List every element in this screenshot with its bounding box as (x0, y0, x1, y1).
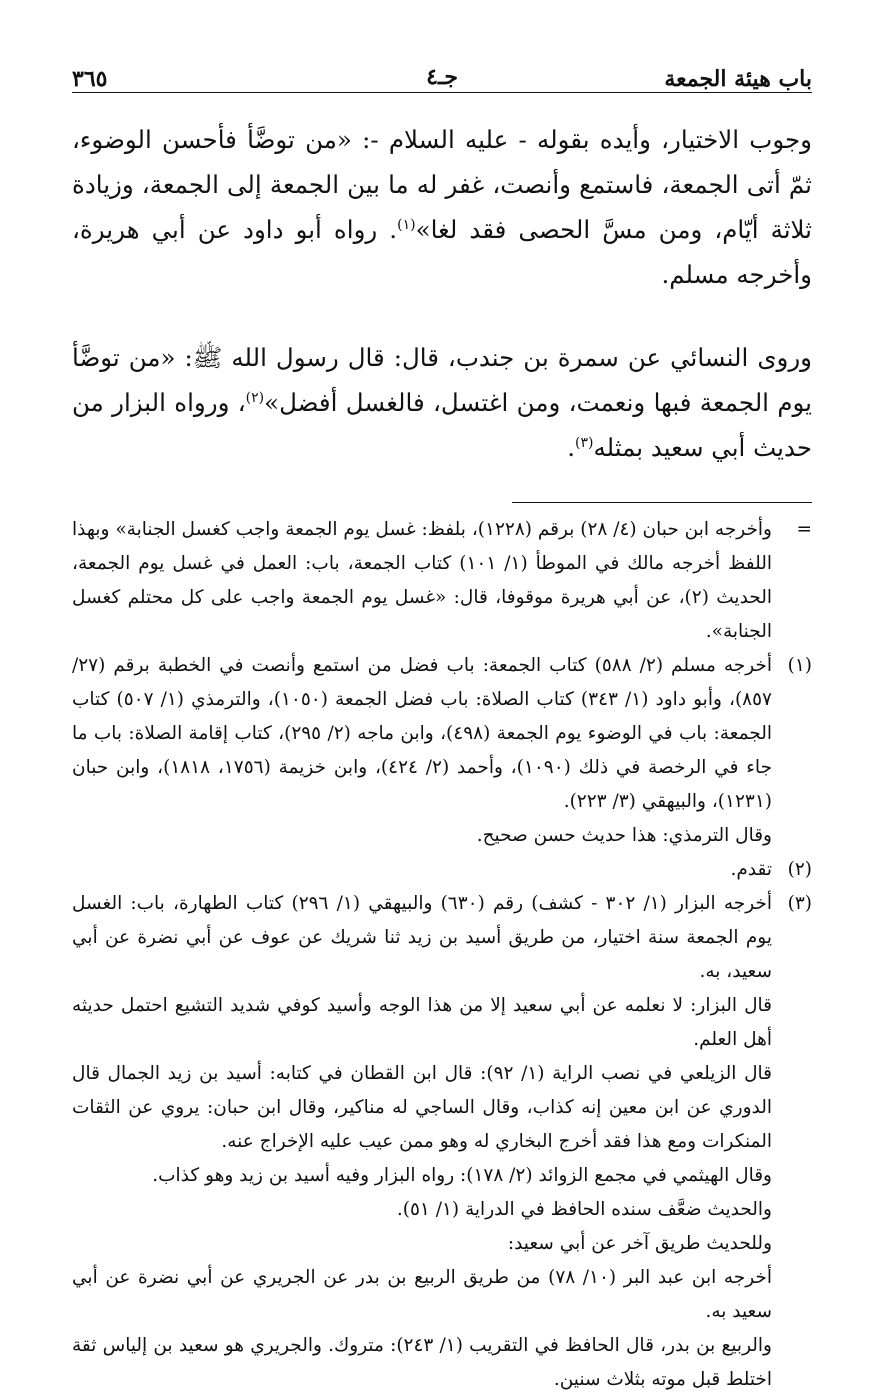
volume-label: جـ٤ (426, 64, 458, 90)
chapter-title: باب هيئة الجمعة (664, 66, 812, 92)
footnote-continuation-text: وأخرجه ابن حبان (٤/ ٢٨) برقم (١٢٢٨)، بلفظ: غسل يوم الجمعة واجب كغسل الجنابة» وبهذا اللفظ أخرجه مالك في الموطأ (١/ ١٠١) كتاب الجمعة، باب: العمل في غسل يوم الجمعة، الحديث (٢)، عن أبي هريرة موقوفا، قال: «غسل يوم الجمعة واجب على كل محتلم كغسل الجنابة». (72, 519, 772, 642)
footnote-2 (72, 853, 812, 887)
footnote-1 (72, 649, 812, 853)
footnote-2-text: تقدم. (730, 859, 772, 880)
running-header (72, 50, 812, 93)
footnote-continuation (72, 513, 812, 649)
paragraph-2-text-a: وروى النسائي عن سمرة بن جندب، قال: قال رسول الله ﷺ: «من توضَّأ يوم الجمعة فبها ونعمت، ومن اغتسل، فالغسل أفضل» (72, 343, 812, 417)
footnote-separator-wrap (72, 502, 812, 503)
paragraph-2-text-c: . (567, 433, 576, 462)
footnote-3-para: قال البزار: لا نعلمه عن أبي سعيد إلا من هذا الوجه وأسيد كوفي شديد التشيع احتمل حديثه أهل العلم. (72, 995, 772, 1050)
footnote-3-mark: (٣) (787, 893, 812, 914)
footnote-1-note: وقال الترمذي: هذا حديث حسن صحيح. (476, 825, 772, 846)
paragraph-1 (72, 117, 812, 297)
footnote-continuation-mark: = (796, 519, 812, 540)
footnote-3-para: وقال الهيثمي في مجمع الزوائد (٢/ ١٧٨): رواه البزار وفيه أسيد بن زيد وهو كذاب. (152, 1165, 772, 1186)
footnote-3-text: أخرجه البزار (١/ ٣٠٢ - كشف) رقم (٦٣٠) والبيهقي (١/ ٢٩٦) كتاب الطهارة، باب: الغسل يوم الجمعة سنة اختيار، من طريق أسيد بن زيد ثنا شريك عن عوف عن أبي نضرة عن أبي سعيد، به. (72, 893, 772, 982)
paragraph-2-text-b: ، ورواه البزار من حديث أبي سعيد بمثله (72, 388, 812, 462)
footnote-1-text: أخرجه مسلم (٢/ ٥٨٨) كتاب الجمعة: باب فضل من استمع وأنصت في الخطبة برقم (٢٧/ ٨٥٧)، وأبو داود (١/ ٣٤٣) كتاب الصلاة: باب فضل الجمعة (١٠٥٠)، والترمذي (١/ ٥٠٧) كتاب الجمعة: باب في الوضوء يوم الجمعة (٤٩٨)، وابن ماجه (٢/ ٢٩٥)، كتاب إقامة الصلاة: باب ما جاء في الرخصة في ذلك (١٠٩٠)، وأحمد (٢/ ٤٢٤)، وابن خزيمة (١٧٥٦، ١٨١٨)، وابن حبان (١٢٣١)، والبيهقي (٣/ ٢٢٣). (72, 655, 773, 812)
paragraph-1-text-b: . رواه أبو داود عن أبي هريرة، وأخرجه مسلم. (72, 215, 812, 289)
footnote-3-para: قال الزيلعي في نصب الراية (١/ ٩٢): قال ابن القطان في كتابه: أسيد بن زيد الجمال قال الدوري عن ابن معين إنه كذاب، وقال الساجي له مناكير، وقال ابن حبان: يروي عن الثقات المنكرات ومع هذا فقد أخرج البخاري له وهو ممن عيب عليه الإخراج عنه. (72, 1063, 772, 1152)
footnote-3-para: أخرجه ابن عبد البر (١٠/ ٧٨) من طريق الربيع بن بدر عن الجريري عن أبي نضرة عن أبي سعيد به. (72, 1267, 772, 1322)
paragraph-2 (72, 335, 812, 470)
footnote-ref-3[interactable]: (٣) (575, 434, 594, 451)
footnote-3-para: والربيع بن بدر، قال الحافظ في التقريب (١/ ٢٤٣): متروك. والجريري هو سعيد بن إلياس ثقة اختلط قبل موته بثلاث سنين. (72, 1335, 772, 1390)
footnote-3-para: والحديث ضعَّف سنده الحافظ في الدراية (١/ ٥١). (396, 1199, 772, 1220)
footnote-ref-2[interactable]: (٢) (245, 389, 265, 406)
footnote-3-para: وللحديث طريق آخر عن أبي سعيد: (507, 1233, 772, 1254)
footnote-3 (72, 887, 812, 1397)
footnotes (72, 513, 812, 1397)
book-page (72, 50, 812, 1397)
paragraph-1-text-a: وجوب الاختيار، وأيده بقوله - عليه السلام -: «من توضَّأ فأحسن الوضوء، ثمّ أتى الجمعة، فاستمع وأنصت، غفر له ما بين الجمعة إلى الجمعة، وزيادة ثلاثة أيّام، ومن مسَّ الحصى فقد لغا» (72, 125, 812, 244)
page-number: ٣٦٥ (72, 66, 108, 92)
main-text (72, 117, 812, 470)
footnote-2-mark: (٢) (787, 859, 812, 880)
footnote-1-mark: (١) (787, 655, 812, 676)
footnote-separator (512, 502, 812, 503)
footnote-ref-1[interactable]: (١) (397, 216, 416, 233)
